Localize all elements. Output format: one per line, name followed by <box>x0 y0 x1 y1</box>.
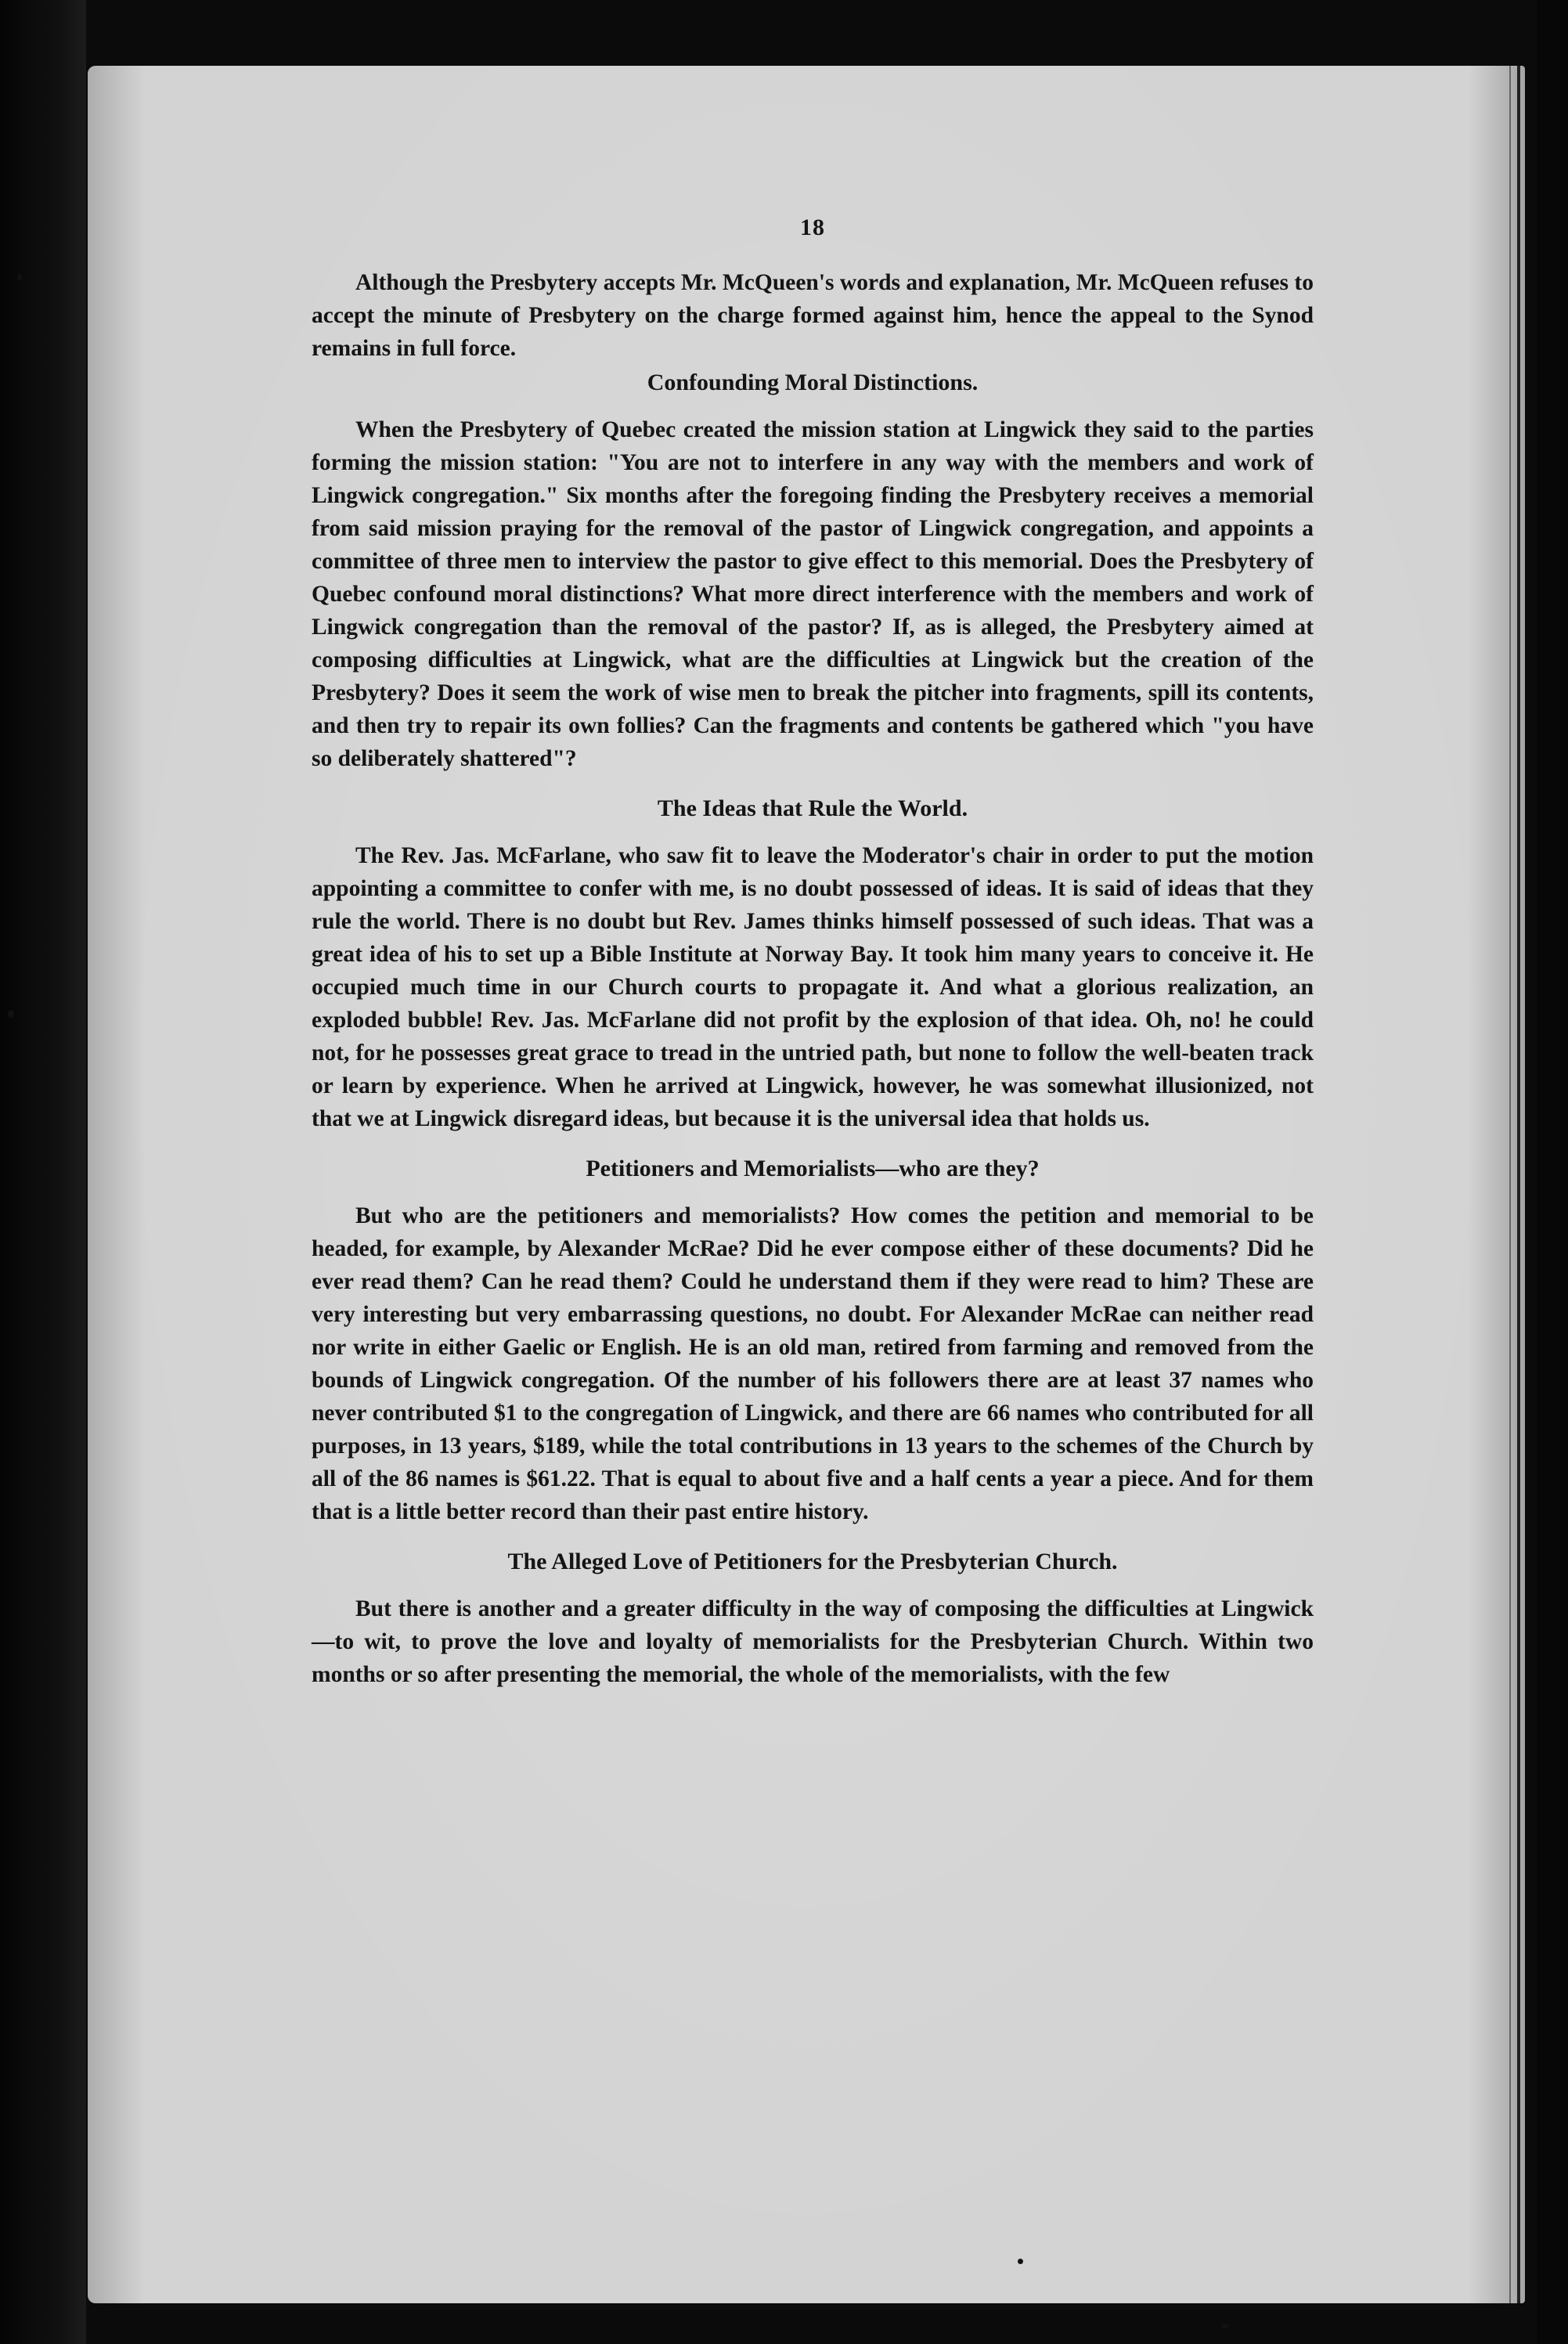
heading-alleged-love-of-petitioners: The Alleged Love of Petitioners for the Presbyterian Church. <box>507 1549 1118 1574</box>
page-edge-shadow <box>1509 66 1511 2303</box>
scan-speck <box>17 274 22 280</box>
paragraph-rev-mcfarlane: The Rev. Jas. McFarlane, who saw fit to leave the Moderator's chair in order to put the motion appointing a committee to confer with me, is no doubt possessed of ideas. It is said of ideas that they rule the world. There is no doubt but Rev. James thinks himself possessed of such ideas. That was a great idea of his to set up a Bible Institute at Norway Bay. It took him many years to conceive it. He occupied much time in our Church courts to propagate it. And what a glorious realization, an exploded bubble! Rev. Jas. McFarlane did not profit by the explosion of that idea. Oh, no! he could not, for he possesses great grace to tread in the untried path, but none to follow the well-beaten track or learn by experience. When he arrived at Lingwick, however, he was somewhat illusionized, not that we at Lingwick disregard ideas, but because it is the universal idea that holds us. <box>312 843 1314 1131</box>
film-edge-left <box>0 0 86 2344</box>
heading-confounding-moral-distinctions: Confounding Moral Distinctions. <box>647 370 979 395</box>
scan-speck <box>8 1010 14 1018</box>
paragraph-mission-station: When the Presbytery of Quebec created the mission station at Lingwick they said to the parties forming the mission station: "You are not to interfere in any way with the members and work of Lingwick congregation." Six months after the foregoing finding the Presbytery receives a memorial from said mission praying for the removal of the pastor of Lingwick congregation, and appoints a committee of three men to interview the pastor to give effect to this memorial. Does the Presbytery of Quebec confound moral distinctions? What more direct interference with the members and work of Lingwick congregation than the removal of the pastor? If, as is alleged, the Presbytery aimed at composing difficulties at Lingwick, what are the difficulties at Lingwick but the creation of the Presbytery? Does it seem the work of wise men to break the pitcher into fragments, spill its contents, and then try to repair its own follies? Can the fragments and contents be gathered which "you have so deliberately shattered"? <box>312 417 1314 771</box>
page-number: 18 <box>800 215 825 240</box>
page-text-block <box>312 211 1314 1691</box>
paragraph-appeal-to-synod: Although the Presbytery accepts Mr. McQueen's words and explanation, Mr. McQueen refuses to accept the minute of Presbytery on the charge formed against him, hence the appeal to the Synod remains in full force. <box>312 270 1314 361</box>
film-edge-right <box>1537 0 1568 2344</box>
paragraph-love-and-loyalty: But there is another and a greater difficulty in the way of composing the difficulties at Lingwick—to wit, to prove the love and loyalty of memorialists for the Presbyterian Church. Within two months or so after presenting the memorial, the whole of the memorialists, with the few <box>312 1596 1314 1687</box>
scan-speck <box>1018 2259 1023 2264</box>
paragraph-petitioners: But who are the petitioners and memorialists? How comes the petition and memorial to be headed, for example, by Alexander McRae? Did he ever compose either of these documents? Did he ever read them? Can he read them? Could he understand them if they were read to him? These are very interesting but very embarrassing questions, no doubt. For Alexander McRae can neither read nor write in either Gaelic or English. He is an old man, retired from farming and removed from the bounds of Lingwick congregation. Of the number of his followers there are at least 37 names who never contributed $1 to the congregation of Lingwick, and there are 66 names who contributed for all purposes, in 13 years, $189, while the total contributions in 13 years to the schemes of the Church by all of the 86 names is $61.22. That is equal to about five and a half cents a year a piece. And for them that is a little better record than their past entire history. <box>312 1203 1314 1524</box>
page-edge-line <box>1517 66 1520 2303</box>
heading-ideas-that-rule-the-world: The Ideas that Rule the World. <box>657 795 968 821</box>
scan-speck <box>1221 2324 1229 2328</box>
heading-petitioners-and-memorialists: Petitioners and Memorialists—who are they? <box>586 1156 1040 1181</box>
